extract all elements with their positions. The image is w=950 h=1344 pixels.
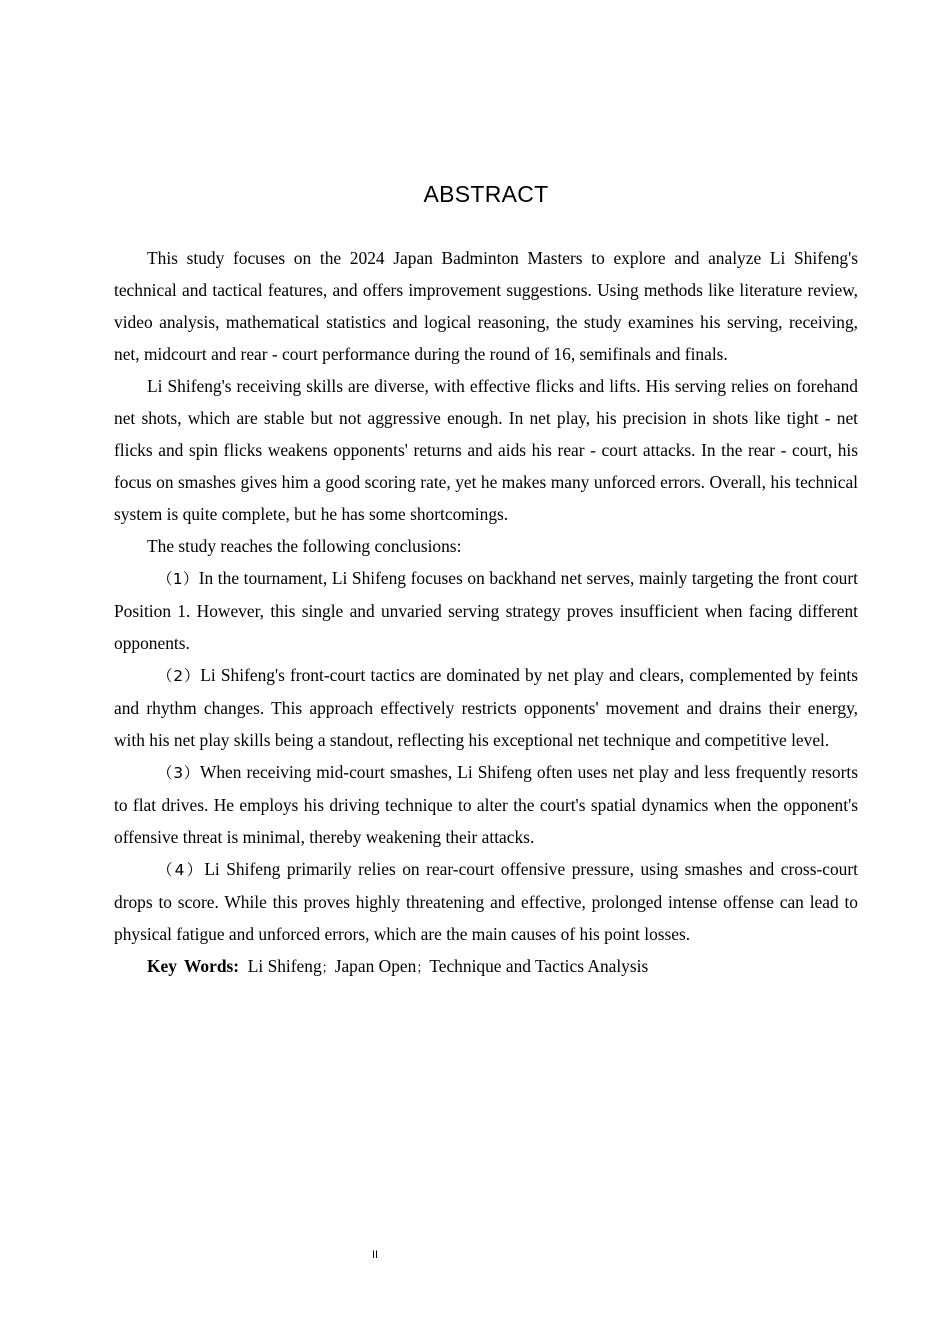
abstract-paragraph-1: This study focuses on the 2024 Japan Badminton Masters to explore and analyze Li Shifeng's technical and tactical features, and offers improvement suggestions. Using methods like literature review, video analysis, mathematical statistics and logical reasoning, the study examines his serving, receiving, net, midcourt and rear - court performance during the round of 16, semifinals and finals. [114,248,858,364]
keywords-line [114,950,858,985]
abstract-paragraph-3: The study reaches the following conclusions: [147,536,462,556]
keyword-item: Technique and Tactics Analysis [429,956,649,976]
keyword-item: Li Shifeng [247,956,322,976]
keyword-item: Japan Open [334,956,417,976]
conclusion-text: Li Shifeng primarily relies on rear-court offensive pressure, using smashes and cross-court drops to score. While this proves highly threatening and effective, prolonged intense offense can lead to physical fatigue and unforced errors, which are the main causes of his point losses. [114,859,858,944]
abstract-paragraph-2: Li Shifeng's receiving skills are diverse, with effective flicks and lifts. His serving relies on forehand net shots, which are stable but not aggressive enough. In net play, his precision in shots like tight - net flicks and spin flicks weakens opponents' returns and aids his rear - court attacks. In the rear - court, his focus on smashes gives him a good scoring rate, yet he makes many unforced errors. Overall, his technical system is quite complete, but he has some shortcomings. [114,376,858,524]
keyword-separator: ； [416,961,430,976]
keywords-label: Key Words: [147,956,240,976]
conclusion-text: When receiving mid-court smashes, Li Shifeng often uses net play and less frequently resorts to flat drives. He employs his driving technique to alter the court's spatial dynamics when the opponent's offensive threat is minimal, thereby weakening their attacks. [114,762,858,847]
conclusion-item-4 [114,853,858,950]
conclusion-number: （2） [157,667,201,685]
abstract-title: ABSTRACT [423,181,549,207]
conclusion-item-1 [114,562,858,659]
conclusion-number: （1） [157,570,199,588]
conclusion-text: Li Shifeng's front-court tactics are dominated by net play and clears, complemented by feints and rhythm changes. This approach effectively restricts opponents' movement and drains their energy, with his net play skills being a standout, reflecting his exceptional net technique and competitive level. [114,665,858,750]
page-number: II [371,1249,379,1261]
conclusion-number: （3） [157,764,200,782]
conclusion-item-2 [114,659,858,756]
conclusion-number: （4） [157,861,205,879]
keyword-separator: ； [321,961,335,976]
conclusion-item-3 [114,756,858,853]
abstract-body [114,242,858,985]
conclusion-text: In the tournament, Li Shifeng focuses on backhand net serves, mainly targeting the front court Position 1. However, this single and unvaried serving strategy proves insufficient when facing different opponents. [114,568,858,653]
